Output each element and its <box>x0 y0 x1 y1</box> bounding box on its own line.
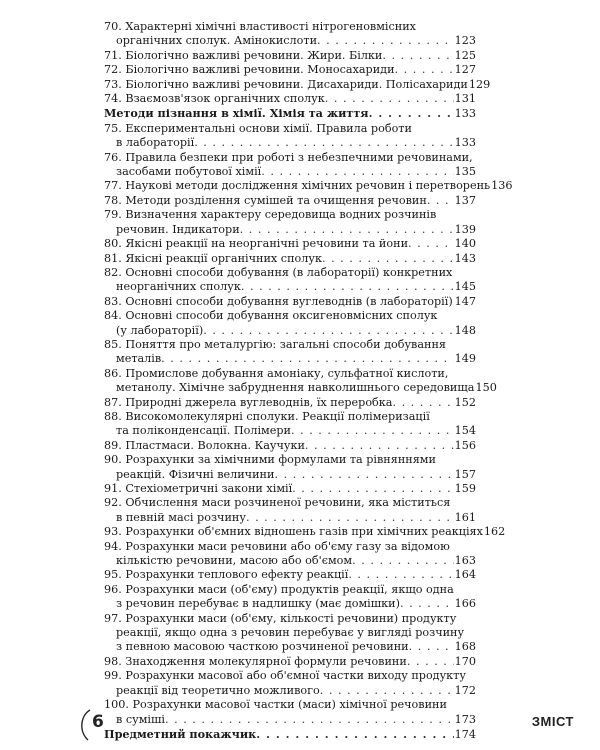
toc-entry[interactable] <box>104 612 476 655</box>
toc-page-number: 127 <box>454 63 476 77</box>
toc-page-number: 133 <box>454 107 476 121</box>
toc-title-text: 82. Основні способи добування (в лабораторії) конкретних <box>104 265 453 279</box>
leader-dots <box>256 727 453 741</box>
toc-page-number: 156 <box>454 438 476 452</box>
leader-dots <box>348 568 453 582</box>
toc-page-number: 154 <box>454 424 476 438</box>
toc-title-text: 80. Якісні реакції на неорганічні речовини та йони <box>104 237 409 251</box>
toc-page-number: 170 <box>454 654 476 668</box>
toc-entry[interactable] <box>104 266 476 295</box>
toc-title-text: з речовин перебуває в надлишку (має домішки) <box>116 597 400 611</box>
toc-line-with-page <box>104 396 476 410</box>
leader-dots <box>352 554 454 568</box>
leader-dots <box>305 439 454 453</box>
toc-entry[interactable] <box>104 252 476 266</box>
toc-title-text: 79. Визначення характеру середовища водних розчинів <box>104 208 437 222</box>
toc-line-with-page <box>104 237 476 251</box>
toc-title-text: 73. Біологічно важливі речовини. Дисахариди. Полісахариди <box>104 77 468 91</box>
toc-line-with-page <box>104 34 476 48</box>
toc-title-text: неорганічних сполук <box>116 280 241 294</box>
toc-title-text: 93. Розрахунки об'ємних відношень газів при хімічних реакціях <box>104 525 483 539</box>
leader-dots <box>292 482 453 496</box>
leader-dots <box>320 684 454 698</box>
toc-line-with-page <box>104 49 476 63</box>
toc-entry[interactable] <box>104 482 476 496</box>
toc-line-with-page <box>104 655 476 669</box>
toc-title-text: 96. Розрахунки маси (об'єму) продуктів реакції, якщо одна <box>104 582 454 596</box>
toc-entry[interactable] <box>104 208 476 237</box>
toc-entry[interactable] <box>104 151 476 180</box>
leader-dots <box>203 324 453 338</box>
toc-section-heading[interactable] <box>104 727 476 742</box>
toc-title-text: 94. Розрахунки маси речовини або об'єму газу за відомою <box>104 539 450 553</box>
toc-page-number: 136 <box>491 179 513 193</box>
toc-line-with-page <box>104 713 476 727</box>
leader-dots <box>369 106 454 120</box>
toc-line-with-page <box>104 554 476 568</box>
toc-title-text: реакції від теоретично можливого <box>116 683 320 697</box>
toc-page-number: 163 <box>454 554 476 568</box>
toc-page-number: 166 <box>454 597 476 611</box>
toc-page-number: 172 <box>454 683 476 697</box>
toc-entry[interactable] <box>104 179 513 193</box>
leader-dots <box>408 237 454 251</box>
toc-entry[interactable] <box>104 410 476 439</box>
toc-page-number: 161 <box>454 510 476 524</box>
toc-line-with-page <box>104 352 476 366</box>
toc-line-with-page <box>104 194 476 208</box>
toc-entry[interactable] <box>104 396 476 410</box>
toc-page-number: 148 <box>454 323 476 337</box>
toc-page-number: 135 <box>454 165 476 179</box>
toc-line-with-page <box>104 640 476 654</box>
toc-title-text: 88. Високомолекулярні сполуки. Реакції полімеризації <box>104 409 430 423</box>
toc-page-number: 139 <box>454 222 476 236</box>
leader-dots <box>246 511 454 525</box>
toc-page-number: 129 <box>468 77 491 91</box>
toc-page-number: 125 <box>454 48 476 62</box>
leader-dots <box>325 92 454 106</box>
leader-dots <box>261 165 453 179</box>
toc-title-text: (у лабораторії) <box>116 323 204 337</box>
toc-line-with-page <box>104 525 506 539</box>
toc-entry[interactable] <box>104 194 476 208</box>
leader-dots <box>400 597 454 611</box>
toc-page-number: 143 <box>454 251 476 265</box>
toc-entry[interactable] <box>104 453 476 482</box>
toc-page-number: 174 <box>454 727 476 741</box>
toc-line-with-page <box>104 424 476 438</box>
toc-entry[interactable] <box>104 92 476 106</box>
toc-line-with-page <box>104 381 497 395</box>
toc-title-text: та поліконденсації. Полімери <box>116 424 291 438</box>
toc-title-text: реакції, якщо одна з речовин перебуває у вигляді розчину <box>116 626 465 640</box>
toc-title-text: Предметний покажчик <box>104 726 257 741</box>
page-number: 6 <box>92 712 104 732</box>
toc-entry[interactable] <box>104 568 476 582</box>
toc-title-text: кількістю речовини, масою або об'ємом <box>116 554 353 568</box>
toc-title-text: 74. Взаємозв'язок органічних сполук <box>104 92 325 106</box>
toc-title-text: 72. Біологічно важливі речовини. Моносахариди <box>104 63 395 77</box>
toc-section-heading[interactable] <box>104 106 476 121</box>
toc-title-text: 83. Основні способи добування вуглеводнів (в лабораторії) <box>104 294 453 308</box>
toc-entry[interactable] <box>104 439 476 453</box>
toc-title-text: 78. Методи розділення сумішей та очищення речовин <box>104 193 427 207</box>
toc-page-number: 137 <box>454 193 476 207</box>
toc-page-number: 123 <box>454 34 476 48</box>
toc-title-text: 100. Розрахунки масової частки (маси) хімічної речовини <box>104 698 447 712</box>
toc-title-text: 70. Характерні хімічні властивості нітрогеновмісних <box>104 20 416 33</box>
leader-dots <box>161 352 453 366</box>
toc-line-with-page <box>104 295 476 309</box>
toc-title-text: 89. Пластмаси. Волокна. Каучуки <box>104 438 305 452</box>
leader-dots <box>194 136 453 150</box>
toc-title-text: 91. Стехіометричні закони хімії <box>104 482 293 495</box>
toc-title-text: 95. Розрахунки теплового ефекту реакції <box>104 568 349 582</box>
toc-page-number: 152 <box>454 395 476 409</box>
toc-page-number: 147 <box>454 294 476 308</box>
toc-title-text: 75. Експериментальні основи хімії. Правила роботи <box>104 121 412 135</box>
toc-page-number: 145 <box>454 280 476 294</box>
toc-line-with-page <box>104 92 476 106</box>
toc-title-text: в лабораторії <box>116 136 195 150</box>
toc-line-with-page <box>104 280 476 294</box>
leader-dots <box>322 252 454 266</box>
toc-title-text: 97. Розрахунки маси (об'єму, кількості речовини) продукту <box>104 611 457 625</box>
toc-title-text: засобами побутової хімії <box>116 165 262 179</box>
toc-line-with-page <box>104 179 513 193</box>
toc-line-with-page <box>104 684 476 698</box>
toc-entry[interactable] <box>104 309 476 338</box>
page-number-badge <box>78 708 108 742</box>
toc-title-text: 84. Основні способи добування оксигеновмісних сполук <box>104 309 438 323</box>
leader-dots <box>241 280 454 294</box>
toc-line-with-page <box>104 165 476 179</box>
leader-dots <box>240 223 454 237</box>
toc-entry[interactable] <box>104 655 476 669</box>
toc-title-text: 86. Промислове добування амоніаку, сульфатної кислоти, <box>104 366 449 380</box>
toc-page-number: 173 <box>454 712 476 726</box>
leader-dots <box>291 424 454 438</box>
toc-title-text: з певною масовою часткою розчиненої речовини <box>116 640 409 654</box>
leader-dots <box>407 655 454 669</box>
toc-entry[interactable] <box>104 525 506 539</box>
leader-dots <box>395 63 454 77</box>
toc-entry[interactable] <box>104 77 491 92</box>
toc-entry[interactable] <box>104 698 476 727</box>
leader-dots <box>382 49 453 63</box>
toc-title-text: 81. Якісні реакції органічних сполук <box>104 251 322 265</box>
toc-entry[interactable] <box>104 63 476 77</box>
toc-title-text: органічних сполук. Амінокислоти <box>116 34 318 48</box>
toc-entry[interactable] <box>104 122 476 151</box>
toc-page-number: 157 <box>454 467 476 481</box>
toc-line-with-page <box>104 136 476 150</box>
toc-entry[interactable] <box>104 496 476 525</box>
toc-title-text: 76. Правила безпеки при роботі з небезпечними речовинами, <box>104 150 473 164</box>
toc-line-with-page <box>104 482 476 496</box>
toc-title-text: 71. Біологічно важливі речовини. Жири. Білки <box>104 48 383 62</box>
toc-title-text: реакцій. Фізичні величини <box>116 467 275 481</box>
leader-dots <box>409 640 454 654</box>
toc-page-number: 131 <box>454 92 476 106</box>
toc-page-number: 133 <box>454 136 476 150</box>
toc-line-with-page <box>104 597 476 611</box>
toc-page-number: 162 <box>483 525 506 539</box>
toc-entry[interactable] <box>104 338 476 367</box>
toc-title-text: 98. Знаходження молекулярної формули речовини <box>104 654 407 668</box>
toc-line-with-page <box>104 468 476 482</box>
toc-title-text: в певній масі розчину <box>116 510 246 524</box>
toc-page-number: 164 <box>454 568 476 582</box>
toc-line-with-page <box>104 439 476 453</box>
toc-entry[interactable] <box>104 366 497 396</box>
toc-title-text: 87. Природні джерела вуглеводнів, їх переробка <box>104 395 393 409</box>
toc-page-number: 150 <box>475 381 497 395</box>
toc-title-text: 90. Розрахунки за хімічними формулами та рівняннями <box>104 453 436 467</box>
toc-line-with-page <box>104 63 476 77</box>
leader-dots <box>165 713 454 727</box>
toc-entry[interactable] <box>104 49 476 63</box>
toc-title-text: в суміші <box>116 712 165 726</box>
toc-title-text: 92. Обчислення маси розчиненої речовини, яка міститься <box>104 496 451 510</box>
section-label: ЗМІСТ <box>531 714 574 729</box>
toc-line-with-page <box>104 511 476 525</box>
toc-line-with-page <box>104 324 476 338</box>
toc-entry[interactable] <box>104 295 476 309</box>
toc-title-text: металів <box>116 352 162 366</box>
toc-line-with-page <box>104 77 491 92</box>
leader-dots <box>317 34 454 48</box>
toc-entry[interactable] <box>104 669 476 698</box>
toc-title-text: метанолу. Хімічне забруднення навколишнього середовища <box>116 381 475 395</box>
toc-line-with-page <box>104 568 476 582</box>
toc-page-number: 140 <box>454 237 476 251</box>
toc-page-number: 159 <box>454 482 476 495</box>
toc-line-with-page <box>104 252 476 266</box>
toc-entry[interactable] <box>104 237 476 251</box>
toc-line-with-page <box>104 223 476 237</box>
toc-entry[interactable] <box>104 540 476 569</box>
table-of-contents <box>104 20 513 742</box>
toc-title-text: 99. Розрахунки масової або об'ємної частки виходу продукту <box>104 669 466 683</box>
leader-dots <box>392 396 453 410</box>
toc-page-number: 168 <box>454 640 476 654</box>
toc-title-text: 85. Поняття про металургію: загальні способи добування <box>104 337 446 351</box>
toc-line-with-page <box>104 727 476 742</box>
toc-page-number: 149 <box>454 352 476 366</box>
toc-title-text: речовин. Індикатори <box>116 222 240 236</box>
toc-entry[interactable] <box>104 20 476 49</box>
leader-dots <box>274 468 453 482</box>
toc-title-text: 77. Наукові методи дослідження хімічних речовин і перетворень <box>104 179 491 193</box>
toc-line-with-page <box>104 106 476 121</box>
toc-entry[interactable] <box>104 583 476 612</box>
toc-title-text: Методи пізнання в хімії. Хімія та життя <box>104 106 369 121</box>
leader-dots <box>427 194 454 208</box>
